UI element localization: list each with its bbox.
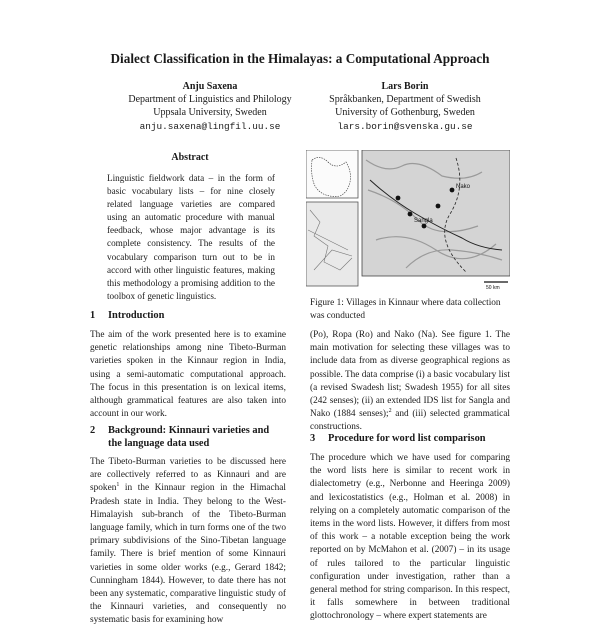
section-title: Introduction — [108, 310, 165, 321]
village-marker — [436, 204, 441, 209]
section-title-line2: the language data used — [108, 438, 210, 449]
section-heading-introduction — [90, 309, 286, 322]
author-email[interactable]: anju.saxena@lingfil.uu.se — [139, 120, 281, 132]
section-number: 1 — [90, 310, 96, 321]
paragraph-text: in the Kinnaur region in the Himachal Pradesh state in India. They belong to the West-Himalayish sub-branch of the Tibeto-Burman language family, which in turn forms one of the two primary subdivisions of the Sino-Tibetan language family. There is brief mention of some Kinnauri varieties in some older works (e.g., Gerard 1842; Cunningham 1844). However, to date there has not been any systematic, comparative linguistic study of the Kinnauri varieties, and consequently no systematic basis for examining how — [90, 483, 286, 626]
author-affiliation: Språkbanken, Department of Swedish — [329, 94, 481, 106]
section-title: Procedure for word list comparison — [328, 433, 486, 444]
footnote-marker[interactable]: 2 — [388, 408, 392, 415]
author-affiliation: Department of Linguistics and Philology — [128, 94, 292, 106]
author-name: Anju Saxena — [182, 81, 238, 92]
abstract-heading: Abstract — [171, 152, 209, 163]
procedure-paragraph — [310, 452, 510, 624]
village-marker — [396, 196, 401, 201]
author-university: University of Gothenburg, Sweden — [335, 107, 475, 119]
abstract-text: Linguistic fieldwork data – in the form of basic vocabulary lists – for nine closely related language varieties are compared using an automatic procedure with manual feedback, whose major advantage is its complete consistency. The results of the vocabulary comparison turn out to be in accord with other linguistic features, making this methodology a promising addition to the toolbox of genetic linguistics. — [107, 173, 275, 301]
data-paragraph — [310, 329, 510, 435]
paragraph-text: The Tibeto-Burman varieties to be discussed here are collectively referred to as Kinnauri and are spoken — [90, 457, 286, 494]
paragraph-text: The aim of the work presented here is to examine genetic relationships among nine Tibeto-Burman varieties spoken in the Kinnaur region in India, using a semi-automatic computational approach. The focus in this presentation is on lexical items, although grammatical features are also taken into account in our work. — [90, 330, 286, 420]
section-number: 2 — [90, 425, 96, 436]
author-block-2 — [300, 80, 510, 133]
author-university: Uppsala University, Sweden — [153, 107, 267, 119]
village-marker — [450, 188, 455, 193]
map-label: Sangla — [414, 218, 433, 224]
map-label: Nako — [456, 184, 471, 190]
kinnaur-map-figure — [306, 150, 510, 290]
section-heading-procedure — [310, 432, 510, 445]
paragraph-text: and (iii) selected grammatical constructions. — [310, 409, 510, 433]
paragraph-text: (Po), Ropa (Ro) and Nako (Na). See figure 1. The main motivation for selecting these villages was to include data from as diverse geographical regions as possible. The data comprise (i) a basic vocabulary list (a revised Swadesh list; Swadesh 1955) for all sites (242 senses); (ii) an extended IDS list for Sangla and Nako (1884 senses); — [310, 330, 510, 420]
section-heading-background — [90, 424, 286, 450]
figure-caption: Figure 1: Villages in Kinnaur where data collection was conducted — [310, 298, 501, 322]
author-email[interactable]: lars.borin@svenska.gu.se — [337, 120, 473, 132]
background-paragraph — [90, 456, 286, 628]
paper-title: Dialect Classification in the Himalayas: a Computational Approach — [110, 51, 490, 66]
introduction-paragraph — [90, 329, 286, 421]
author-name: Lars Borin — [381, 81, 429, 92]
scale-label: 50 km — [486, 285, 500, 290]
footnote-marker[interactable]: 1 — [116, 482, 120, 489]
paragraph-text: The procedure which we have used for comparing the word lists here is similar to recent work in dialectometry (e.g., Nerbonne and Heeringa 2009) and lexicostatistics (e.g., Holman et al. 2008) in relying on a completely automatic comparison of the items in the word lists. However, it differs from most of this work – a notable exception being the work reported on by McMahon et al. (2007) – in its usage of rules tailored to the particular linguistic configuration under investigation, rather than a general method for string comparison. In this respect, it falls somewhere in between traditional glottochronology – where expert statements are — [310, 453, 510, 622]
village-marker — [408, 212, 413, 217]
section-title-line1: Background: Kinnauri varieties and — [108, 425, 270, 436]
section-number: 3 — [310, 433, 316, 444]
village-marker — [422, 224, 427, 229]
author-block-1 — [105, 80, 315, 133]
